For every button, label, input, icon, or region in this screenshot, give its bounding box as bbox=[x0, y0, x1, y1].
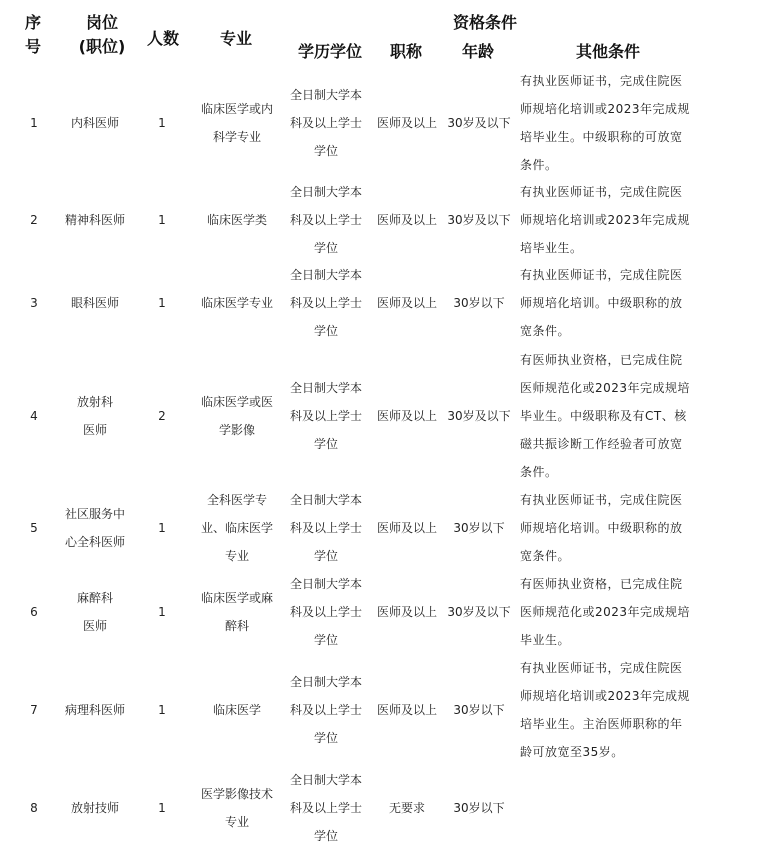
header-count: 人数 bbox=[146, 29, 179, 48]
cell-title: 医师及以上 bbox=[376, 521, 437, 535]
cell-other: 有医师执业资格，已完成住院医师规范化或2023年完成规培毕业生。中级职称及有CT、核磁共振诊断工作经验者可放宽条件。 bbox=[520, 353, 691, 479]
cell-major: 临床医学或内科学专业 bbox=[200, 102, 273, 144]
cell-seq: 7 bbox=[30, 703, 38, 717]
cell-title: 医师及以上 bbox=[376, 296, 437, 310]
cell-other: 有执业医师证书，完成住院医师规培化培训或2023年完成规培毕业生。 bbox=[520, 185, 691, 255]
cell-other: 有执业医师证书，完成住院医师规培化培训。中级职称的放宽条件。 bbox=[520, 493, 683, 563]
cell-major: 医学影像技术专业 bbox=[200, 787, 273, 829]
cell-degree: 全日制大学本科及以上学士学位 bbox=[289, 268, 362, 338]
header-post: 岗位 (职位) bbox=[78, 13, 126, 56]
cell-degree: 全日制大学本科及以上学士学位 bbox=[289, 88, 362, 158]
cell-degree: 全日制大学本科及以上学士学位 bbox=[289, 773, 362, 843]
cell-seq: 8 bbox=[30, 801, 38, 815]
cell-count: 1 bbox=[158, 213, 166, 227]
header-age: 年龄 bbox=[461, 42, 494, 61]
cell-post: 麻醉科 医师 bbox=[76, 591, 113, 633]
cell-title: 医师及以上 bbox=[376, 116, 437, 130]
cell-major: 临床医学专业 bbox=[200, 296, 273, 310]
cell-seq: 1 bbox=[30, 116, 38, 130]
cell-count: 1 bbox=[158, 801, 166, 815]
cell-count: 1 bbox=[158, 521, 166, 535]
cell-seq: 4 bbox=[30, 409, 38, 423]
cell-age: 30岁及以下 bbox=[447, 116, 511, 130]
cell-post: 内科医师 bbox=[70, 116, 119, 130]
cell-seq: 6 bbox=[30, 605, 38, 619]
cell-seq: 3 bbox=[30, 296, 38, 310]
cell-count: 1 bbox=[158, 116, 166, 130]
cell-major: 临床医学 bbox=[212, 703, 261, 717]
cell-degree: 全日制大学本科及以上学士学位 bbox=[289, 381, 362, 451]
cell-post: 放射技师 bbox=[70, 801, 119, 815]
cell-seq: 2 bbox=[30, 213, 38, 227]
cell-title: 无要求 bbox=[388, 801, 425, 815]
cell-age: 30岁及以下 bbox=[447, 605, 511, 619]
cell-age: 30岁以下 bbox=[453, 296, 505, 310]
cell-major: 临床医学或麻醉科 bbox=[200, 591, 273, 633]
cell-other: 有执业医师证书，完成住院医师规培化培训。中级职称的放宽条件。 bbox=[520, 268, 683, 338]
cell-title: 医师及以上 bbox=[376, 703, 437, 717]
header-degree: 学历学位 bbox=[297, 42, 362, 61]
cell-count: 1 bbox=[158, 703, 166, 717]
cell-age: 30岁以下 bbox=[453, 521, 505, 535]
cell-age: 30岁以下 bbox=[453, 801, 505, 815]
cell-major: 临床医学或医学影像 bbox=[200, 395, 273, 437]
header-major: 专业 bbox=[219, 29, 252, 48]
cell-post: 眼科医师 bbox=[70, 296, 119, 310]
cell-seq: 5 bbox=[30, 521, 38, 535]
cell-age: 30岁及以下 bbox=[447, 409, 511, 423]
cell-major: 全科医学专业、临床医学专业 bbox=[200, 493, 273, 563]
cell-degree: 全日制大学本科及以上学士学位 bbox=[289, 185, 362, 255]
header-title: 职称 bbox=[389, 42, 422, 61]
cell-title: 医师及以上 bbox=[376, 605, 437, 619]
cell-count: 1 bbox=[158, 296, 166, 310]
cell-other: 有医师执业资格，已完成住院医师规范化或2023年完成规培毕业生。 bbox=[520, 577, 691, 647]
cell-post: 精神科医师 bbox=[64, 213, 125, 227]
cell-age: 30岁及以下 bbox=[447, 213, 511, 227]
cell-other: 有执业医师证书，完成住院医师规培化培训或2023年完成规培毕业生。主治医师职称的年龄可放宽至35岁。 bbox=[520, 661, 691, 759]
cell-title: 医师及以上 bbox=[376, 213, 437, 227]
cell-degree: 全日制大学本科及以上学士学位 bbox=[289, 493, 362, 563]
cell-post: 放射科 医师 bbox=[76, 395, 113, 437]
cell-post: 社区服务中心全科医师 bbox=[64, 507, 125, 549]
header-qualification: 资格条件 bbox=[452, 13, 517, 32]
cell-degree: 全日制大学本科及以上学士学位 bbox=[289, 577, 362, 647]
header-other: 其他条件 bbox=[575, 42, 640, 61]
cell-title: 医师及以上 bbox=[376, 409, 437, 423]
cell-count: 1 bbox=[158, 605, 166, 619]
cell-degree: 全日制大学本科及以上学士学位 bbox=[289, 675, 362, 745]
cell-post: 病理科医师 bbox=[64, 703, 125, 717]
cell-major: 临床医学类 bbox=[206, 213, 267, 227]
header-seq: 序 号 bbox=[24, 13, 41, 56]
cell-other: 有执业医师证书，完成住院医师规培化培训或2023年完成规培毕业生。中级职称的可放宽条件。 bbox=[520, 74, 691, 172]
cell-age: 30岁以下 bbox=[453, 703, 505, 717]
cell-count: 2 bbox=[158, 409, 166, 423]
